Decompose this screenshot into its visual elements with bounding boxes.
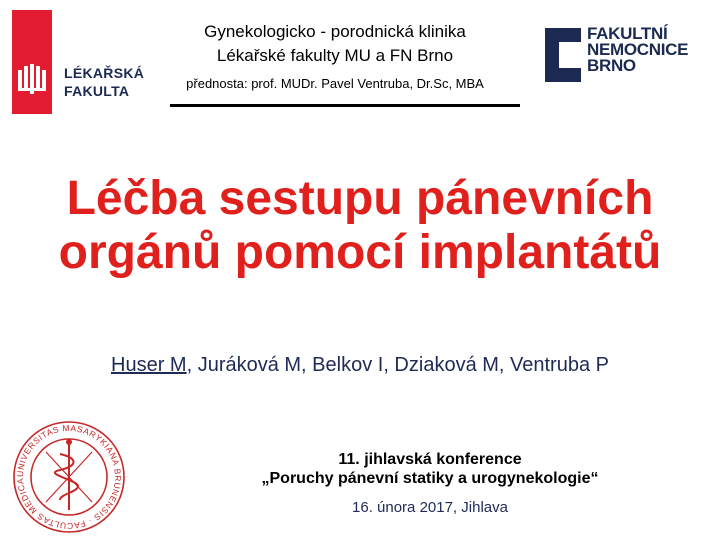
slide-title: [0, 172, 720, 280]
fn-logo: [545, 24, 705, 84]
header-head-of-clinic: přednosta: prof. MUDr. Pavel Ventruba, Dr.Sc, MBA: [186, 76, 484, 91]
lf-logo: [12, 10, 144, 114]
fn-logo-line3: BRNO: [587, 56, 636, 75]
faculty-seal-icon: [12, 420, 126, 534]
title-line1: Léčba sestupu pánevních: [66, 172, 654, 225]
authors-rest: , Juráková M, Belkov I, Dziaková M, Ventruba P: [186, 354, 609, 376]
seal-ring-text: UNIVERSITAS MASARYKIANA BRUNENSIS · FACULTAS MEDICA: [14, 422, 124, 532]
lf-logo-line1: LÉKAŘSKÁ: [64, 65, 145, 81]
title-line2: orgánů pomocí implantátů: [58, 226, 662, 279]
header-faculty-name: Lékařské fakulty MU a FN Brno: [216, 46, 454, 65]
lf-logo-text: [64, 64, 144, 100]
header: [150, 20, 520, 91]
fn-logo-line1: FAKULTNÍ: [587, 24, 668, 43]
author-presenting: Huser M: [111, 354, 187, 376]
fn-logo-line2: NEMOCNICE: [587, 40, 689, 59]
conference-date: 16. února 2017, Jihlava: [352, 499, 508, 516]
conference-info: [220, 450, 640, 517]
fn-logo-text: [587, 26, 688, 74]
fn-logo-mark-icon: [545, 28, 581, 82]
header-clinic-name: Gynekologicko - porodnická klinika: [204, 22, 466, 41]
authors: [0, 354, 720, 377]
header-divider: [170, 104, 520, 107]
mu-logo-mark-icon: [12, 10, 52, 114]
conference-name: 11. jihlavská konference: [338, 451, 522, 468]
lf-logo-line2: FAKULTA: [64, 83, 130, 99]
conference-subtitle: „Poruchy pánevní statiky a urogynekologie“: [261, 470, 599, 487]
